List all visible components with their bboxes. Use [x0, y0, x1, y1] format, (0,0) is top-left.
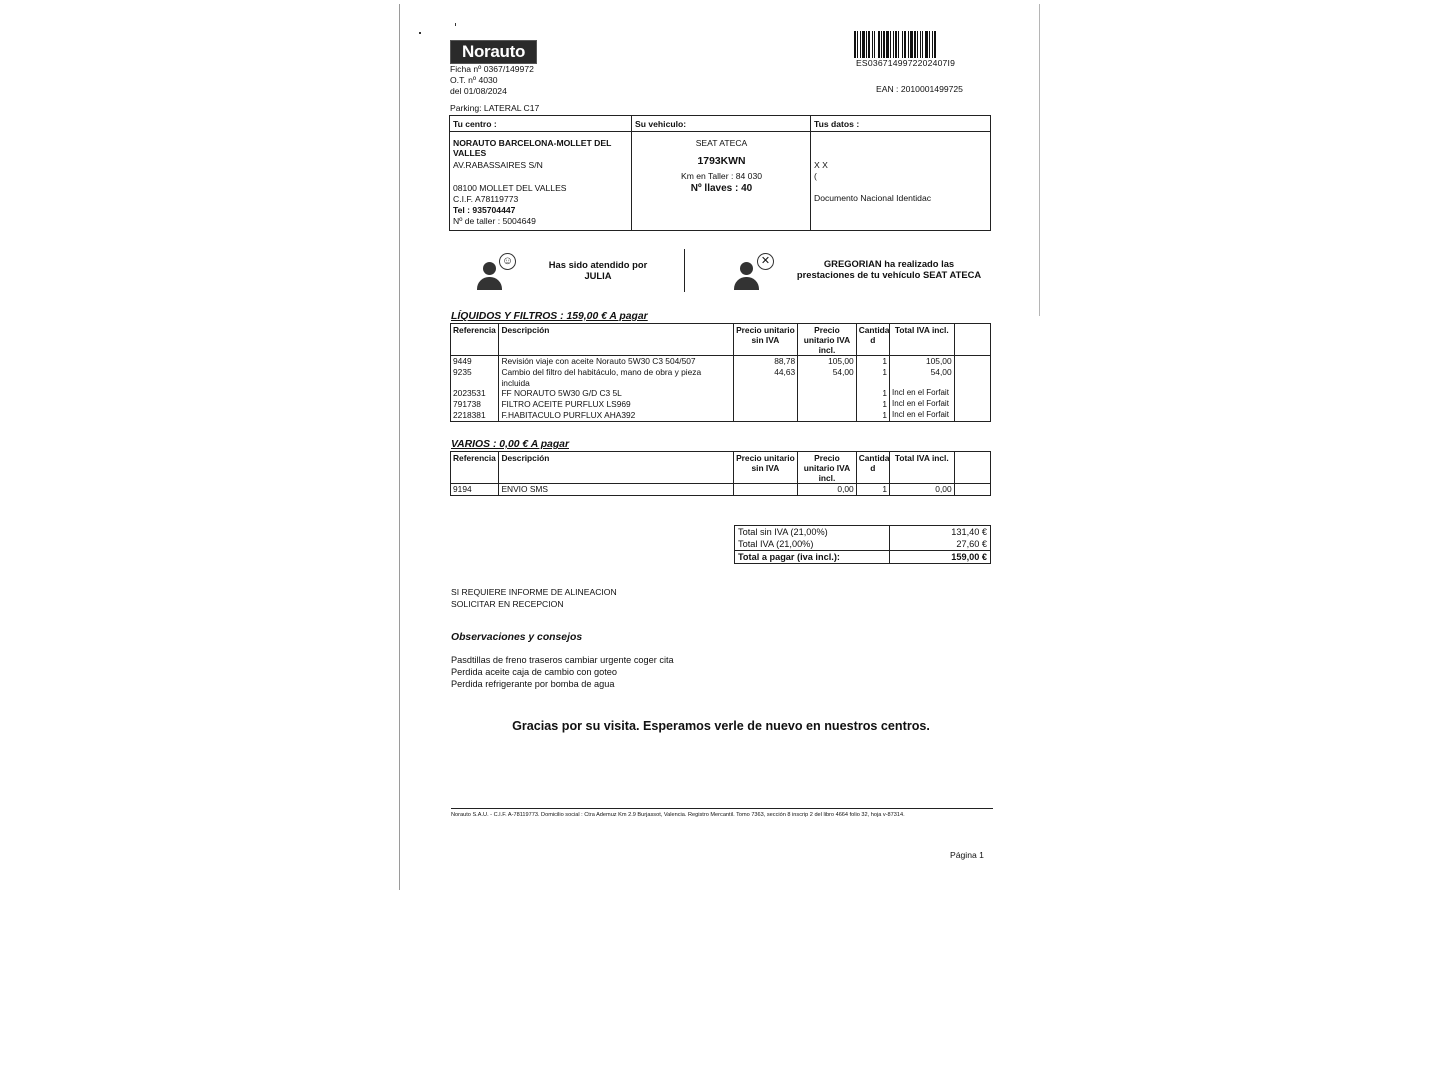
col-header: Precio unitario sin IVA [733, 452, 798, 484]
table-row: 2218381 F.HABITACULO PURFLUX AHA392 1 Incl en el Forfait [451, 410, 991, 421]
norauto-logo: Norauto [450, 40, 537, 64]
order-date: del 01/08/2024 [450, 86, 507, 96]
scan-edge-left [399, 4, 400, 890]
vehicle-km: Km en Taller : 84 030 [680, 171, 763, 181]
scan-edge-right [1039, 4, 1040, 316]
col-header: Precio unitario IVA incl. [798, 324, 857, 356]
col-header: Total IVA incl. [890, 324, 955, 356]
observaciones-list [451, 654, 674, 690]
page-number: Página 1 [950, 850, 984, 860]
table-row: 9194 ENVIO SMS 0,00 1 0,00 [451, 484, 991, 496]
datos-heading: Tus datos : [814, 119, 860, 129]
footer-divider [451, 808, 993, 809]
observacion-line: Perdida aceite caja de cambio con goteo [451, 667, 617, 677]
customer-line2: ( [814, 171, 817, 181]
col-header-empty [954, 324, 990, 356]
datos-column [810, 116, 991, 230]
vehiculo-heading: Su vehiculo: [635, 119, 687, 129]
performed-by-text: GREGORIAN ha realizado las prestaciones de tu vehículo SEAT ATECA [796, 258, 982, 280]
vehicle-model: SEAT ATECA [695, 138, 748, 148]
col-header: Descripción [499, 324, 733, 356]
info-box [449, 115, 991, 231]
col-header: Cantida d [856, 324, 889, 356]
total-iva-row: Total IVA (21,00%) 27,60 € [735, 538, 991, 551]
centro-name: NORAUTO BARCELONA-MOLLET DEL VALLES [453, 138, 612, 158]
ean-code: EAN : 2010001499725 [876, 84, 963, 94]
customer-name: X X [814, 160, 828, 170]
observacion-line: Pasdtillas de freno traseros cambiar urgente coger cita [451, 655, 674, 665]
table-row: 791738 FILTRO ACEITE PURFLUX LS969 1 Incl en el Forfait [451, 399, 991, 410]
customer-document: Documento Nacional Identidac [814, 193, 932, 203]
centro-cif: C.I.F. A78119773 [453, 194, 519, 204]
total-pagar-row: Total a pagar (iva incl.): 159,00 € [735, 551, 991, 564]
col-header: Referencia [451, 324, 499, 356]
scan-speck [419, 32, 421, 34]
barcode-image [854, 31, 986, 58]
liquidos-title: LÍQUIDOS Y FILTROS : 159,00 € A pagar [451, 311, 648, 322]
totals-table [734, 525, 991, 564]
scan-speck [455, 23, 456, 26]
total-sin-iva-row: Total sin IVA (21,00%) 131,40 € [735, 526, 991, 539]
wrench-icon: ✕ [757, 253, 774, 270]
ficha-number: Ficha nº 0367/149972 [450, 64, 534, 74]
centro-phone: Tel : 935704447 [453, 205, 516, 215]
legal-footer: Norauto S.A.U. - C.I.F. A-78119773. Domicilio social : Ctra Ademuz Km 2.9 Burjassot, Valencia. Registro Mercantil. Tomo 7363, sección 8 inscrip 2 del libro 4664 folio 32, hoja v-87314. [451, 812, 905, 818]
thanks-message: Gracias por su visita. Esperamos verle de nuevo en nuestros centros. [512, 719, 930, 733]
col-header: Referencia [451, 452, 499, 484]
col-header: Cantida d [856, 452, 889, 484]
centro-city: 08100 MOLLET DEL VALLES [453, 183, 567, 193]
centro-address: AV.RABASSAIRES S/N [453, 160, 543, 170]
barcode-number: ES0367149972202407I9 [856, 58, 956, 68]
varios-title: VARIOS : 0,00 € A pagar [451, 439, 569, 450]
col-header: Total IVA incl. [890, 452, 955, 484]
parking-label: Parking: LATERAL C17 [450, 103, 540, 113]
col-header: Precio unitario IVA incl. [798, 452, 857, 484]
liquidos-table [450, 323, 991, 422]
centro-taller: Nº de taller : 5004649 [453, 216, 536, 226]
table-row: 2023531 FF NORAUTO 5W30 G/D C3 5L 1 Incl en el Forfait [451, 388, 991, 399]
alignment-note: SI REQUIERE INFORME DE ALINEACION SOLICITAR EN RECEPCION [451, 587, 617, 609]
vehiculo-column [631, 116, 811, 230]
agents-divider [684, 249, 685, 292]
table-row: 9235 Cambio del filtro del habitáculo, mano de obra y pieza incluida 44,63 54,00 1 54,00 [451, 367, 991, 389]
table-row: 9449 Revisión viaje con aceite Norauto 5W30 C3 504/507 88,78 105,00 1 105,00 [451, 356, 991, 367]
col-header: Descripción [499, 452, 733, 484]
centro-heading: Tu centro : [453, 119, 497, 129]
vehicle-plate: 1793KWN [697, 156, 746, 167]
ot-number: O.T. nº 4030 [450, 75, 498, 85]
barcode-bar [936, 31, 937, 58]
vehicle-keys: Nº llaves : 40 [690, 183, 753, 194]
observaciones-title: Observaciones y consejos [451, 632, 583, 643]
col-header: Precio unitario sin IVA [733, 324, 798, 356]
observacion-line: Perdida refrigerante por bomba de agua [451, 679, 615, 689]
attended-by-text: Has sido atendido por JULIA [548, 259, 648, 281]
varios-table [450, 451, 991, 496]
smiley-icon: ☺ [499, 253, 516, 270]
col-header-empty [954, 452, 990, 484]
